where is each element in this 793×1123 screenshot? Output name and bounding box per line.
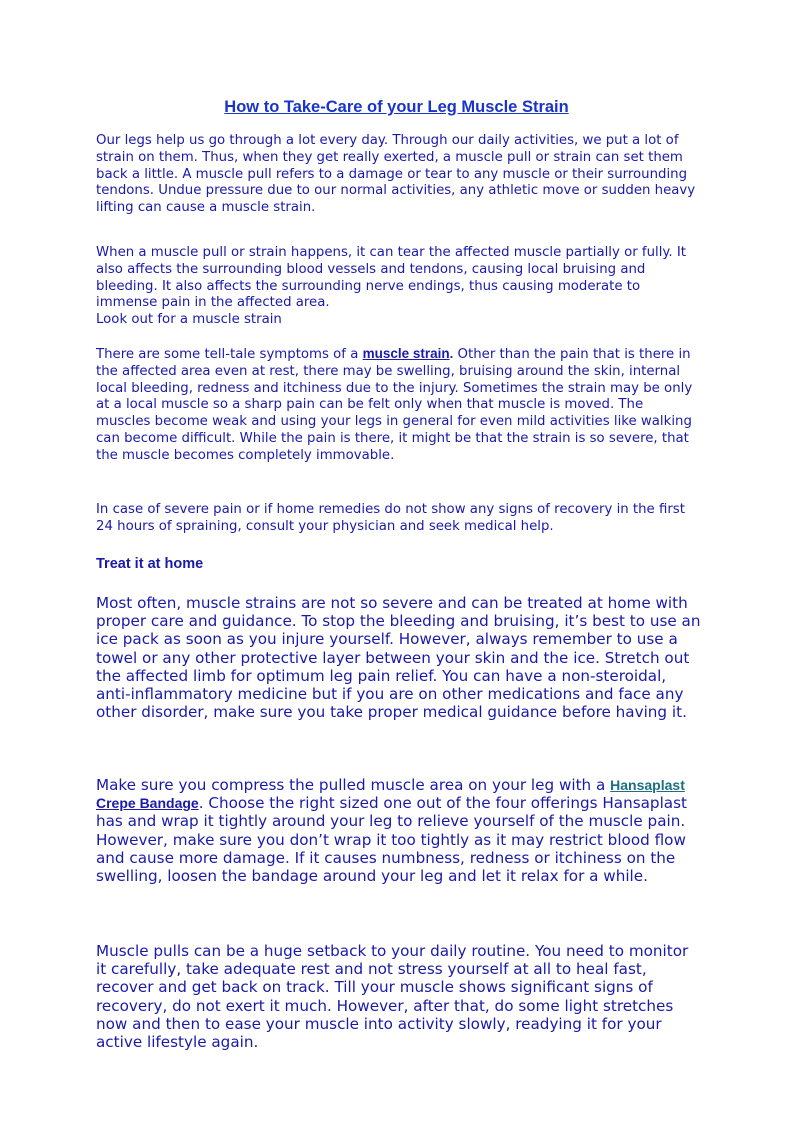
severe-pain-paragraph: In case of severe pain or if home remedies do not show any signs of recovery in the first 24 hours of spraining, consult your physician and seek medical help. [96,502,685,534]
recovery-paragraph: Muscle pulls can be a huge setback to your daily routine. You need to monitor it carefully, take adequate rest and not stress yourself at all to heal fast, recover and get back on track. Till your muscle shows significant signs of recovery, do not exert it much. However, after that, do some light stretches now and then to ease your muscle into activity slowly, readying it for your active lifestyle again. [96,942,689,1052]
tear-paragraph-text: When a muscle pull or strain happens, it can tear the affected muscle partially or fully. It also affects the surrounding blood vessels and tendons, causing local bruising and bleeding. It also affects the surrounding nerve endings, thus causing moderate to immense pain in the affected area. [96,245,686,311]
look-out-line: Look out for a muscle strain [96,312,282,328]
symptoms-text-before: There are some tell-tale symptoms of a [96,347,363,362]
intro-paragraph: Our legs help us go through a lot every day. Through our daily activities, we put a lot of strain on them. Thus, when they get really exerted, a muscle pull or strain can set them back a little. A muscle pull refers to a damage or tear to any muscle or their surrounding tendons. Undue pressure due to our normal activities, any athletic move or sudden heavy lifting can cause a muscle strain. [96,133,696,216]
page-title: How to Take-Care of your Leg Muscle Strain [224,98,569,116]
tear-paragraph [96,245,701,329]
symptoms-text-after: Other than the pain that is there in the affected area even at rest, there may be swelling, bruising around the skin, internal local bleeding, redness and itchiness due to the injury. Sometimes the strain may be only at a local muscle so a sharp pain can be felt only when that muscle is moved. The muscles become weak and using your legs in general for even mild activities like walking can become difficult. While the pain is there, it might be that the strain is so severe, that the muscle becomes completely immovable. [96,347,693,463]
compress-text-after: . Choose the right sized one out of the four offerings Hansaplast has and wrap it tightly around your leg to relieve yourself of the muscle pain. However, make sure you don’t wrap it too tightly as it may restrict blood flow and cause more damage. If it causes numbness, redness or itchiness on the swelling, loosen the bandage around your leg and let it relax for a while. [96,794,687,886]
symptoms-paragraph [96,346,701,465]
compress-paragraph [96,776,701,885]
muscle-strain-link[interactable]: muscle strain [362,346,450,361]
home-treatment-paragraph: Most often, muscle strains are not so severe and can be treated at home with proper care and guidance. To stop the bleeding and bruising, it’s best to use an ice pack as soon as you injure yourself. However, always remember to use a towel or any other protective layer between your skin and the ice. Stretch out the affected limb for optimum leg pain relief. You can have a non-steroidal, anti-inflammatory medicine but if you are on other medications and face any other disorder, make sure you take proper medical guidance before having it. [96,594,701,722]
compress-text-before: Make sure you compress the pulled muscle area on your leg with a [96,776,611,794]
crepe-bandage-link[interactable]: Crepe Bandage [96,795,199,812]
treat-at-home-heading: Treat it at home [96,556,204,572]
hansaplast-link[interactable]: Hansaplast [610,777,685,793]
symptoms-link-dot: . [449,346,454,361]
